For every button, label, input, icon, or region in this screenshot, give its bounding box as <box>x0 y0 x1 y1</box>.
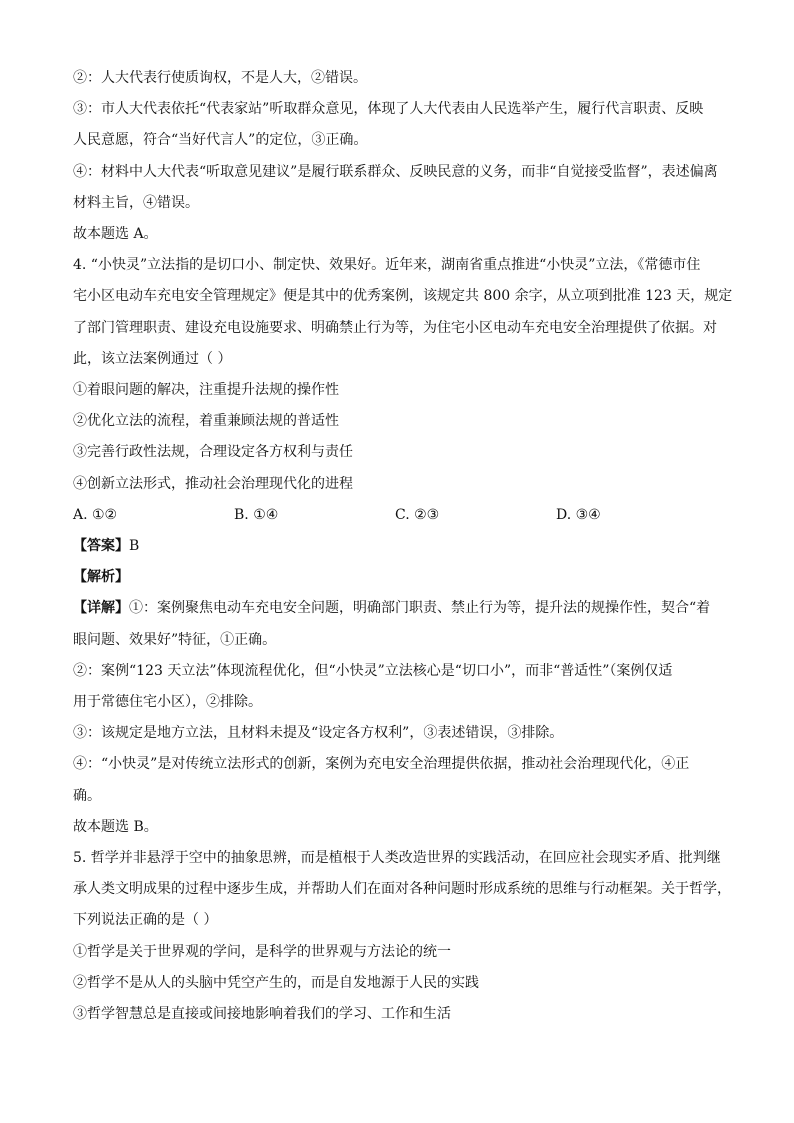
detail-line: 确。 <box>73 787 101 804</box>
question-5 <box>73 843 734 1030</box>
question-stem-line: 4. “小快灵”立法指的是切口小、制定快、效果好。近年来，湖南省重点推进“小快灵”立法，《常德市住 <box>73 257 701 274</box>
analysis-line: 人民意愿，符合“当好代言人”的定位，③正确。 <box>73 132 368 149</box>
analysis-line: ④：材料中人大代表“听取意见建议”是履行联系群众、反映民意的义务，而非“自觉接受监督”，表述偏离 <box>73 163 718 180</box>
detail-tag: 【详解】 <box>73 600 129 617</box>
option-c: C. ②③ <box>395 506 440 523</box>
statement-item: ②哲学不是从人的头脑中凭空产生的，而是自发地源于人民的实践 <box>73 974 479 991</box>
detail-line: ③：该规定是地方立法，且材料未提及“设定各方权利”，③表述错误，③排除。 <box>73 725 564 742</box>
conclusion-line: 故本题选 A。 <box>73 226 158 243</box>
analysis-line: ③：市人大代表依托“代表家站”听取群众意见，体现了人大代表由人民选举产生，履行代言职责、反映 <box>73 101 704 118</box>
detail-line: ④：“小快灵”是对传统立法形式的创新，案例为充电安全治理提供依据，推动社会治理现代化，④正 <box>73 756 690 773</box>
analysis-heading <box>73 562 734 593</box>
detail-line: ②：案例“123 天立法”体现流程优化，但“小快灵”立法核心是“切口小”，而非“普适性”（案例仅适 <box>73 662 673 679</box>
question-stem-line: 了部门管理职责、建设充电设施要求、明确禁止行为等，为住宅小区电动车充电安全治理提供了依据。对 <box>73 319 717 336</box>
detail-line: 用于常德住宅小区），②排除。 <box>73 694 262 711</box>
option-b: B. ①④ <box>234 506 279 523</box>
conclusion-line: 故本题选 B。 <box>73 818 158 835</box>
statement-item: ①哲学是关于世界观的学问，是科学的世界观与方法论的统一 <box>73 943 451 960</box>
statement-item: ②优化立法的流程，着重兼顾法规的普适性 <box>73 413 339 430</box>
question-stem-line: 5. 哲学并非悬浮于空中的抽象思辨，而是植根于人类改造世界的实践活动，在回应社会现实矛盾、批判继 <box>73 850 721 867</box>
statement-item: ④创新立法形式，推动社会治理现代化的进程 <box>73 475 353 492</box>
detail-line: 眼问题、效果好”特征，①正确。 <box>73 631 277 648</box>
answer-options <box>73 500 734 531</box>
question-4 <box>73 250 734 843</box>
answer-tag: 【答案】 <box>73 538 129 555</box>
question-stem-line: 宅小区电动车充电安全管理规定》便是其中的优秀案例，该规定共 800 余字，从立项到批准 123 天，规定 <box>73 288 733 305</box>
question-stem-line: 此，该立法案例通过（ ） <box>73 350 232 367</box>
statement-item: ①着眼问题的解决，注重提升法规的操作性 <box>73 382 339 399</box>
statement-item: ③哲学智慧总是直接或间接地影响着我们的学习、工作和生活 <box>73 1006 451 1023</box>
analysis-line: 材料主旨，④错误。 <box>73 194 199 211</box>
question-stem-line: 承人类文明成果的过程中逐步生成，并帮助人们在面对各种问题时形成系统的思维与行动框架。关于哲学， <box>73 881 731 898</box>
analysis-tag: 【解析】 <box>73 569 129 586</box>
detail-line <box>73 593 734 624</box>
question-stem-line: 下列说法正确的是（ ） <box>73 912 218 929</box>
option-d: D. ③④ <box>556 506 601 523</box>
question-3-analysis-continued <box>73 63 734 250</box>
statement-item: ③完善行政性法规，合理设定各方权利与责任 <box>73 444 353 461</box>
answer-value: B <box>129 538 140 555</box>
option-a: A. ①② <box>73 506 118 523</box>
answer-line <box>73 531 734 562</box>
analysis-line: ②：人大代表行使质询权，不是人大，②错误。 <box>73 70 367 86</box>
detail-text: ①：案例聚焦电动车充电安全问题，明确部门职责、禁止行为等，提升法的规操作性，契合“着 <box>129 600 711 617</box>
